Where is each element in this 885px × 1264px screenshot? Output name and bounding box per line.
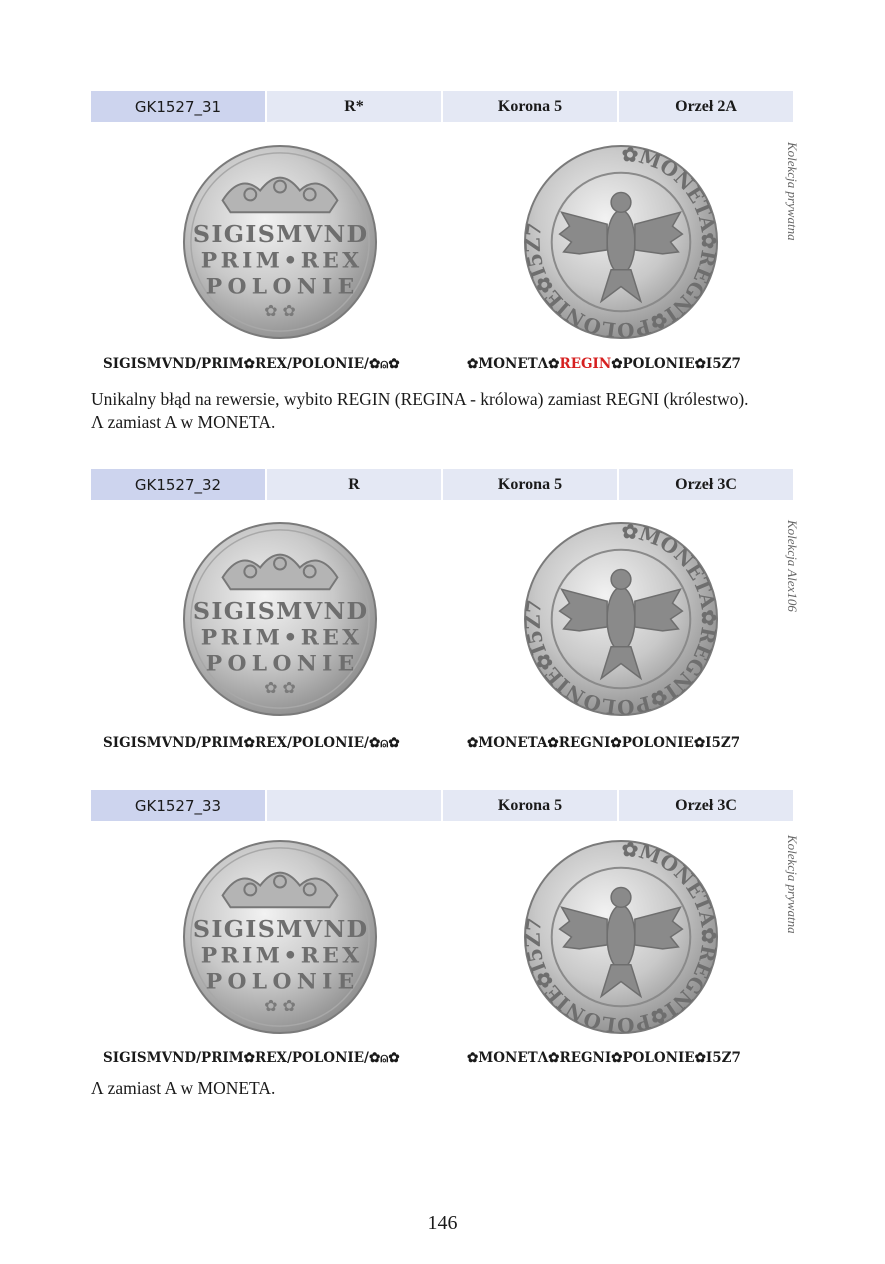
reverse-legend-part: ✿POLONIE✿I5Z7 [611,356,741,372]
crown-type: Korona 5 [443,469,617,500]
entry-header-row [91,91,795,122]
reverse-legend: ✿MONETA✿REGNI✿POLONIE✿I5Z7 [467,735,741,751]
rarity: R [267,469,441,500]
entry-header-row [91,790,795,821]
collection-credit: Kolekcja Alex106 [785,520,800,612]
coin-reverse-image [522,838,720,1036]
collection-credit: Kolekcja prywatna [785,142,800,241]
coin-entry [91,790,795,821]
note-line: Λ zamiast A w MONETA. [91,1078,276,1098]
reverse-legend-part: ✿MONETΛ✿ [467,356,560,372]
eagle-type: Orzeł 3C [619,469,793,500]
crown-type: Korona 5 [443,790,617,821]
coin-obverse-image [181,838,379,1036]
collection-credit: Kolekcja prywatna [785,835,800,934]
coin-obverse-image [181,520,379,718]
obverse-legend: SIGISMVND/PRIM✿REX/POLONIE/✿⍝✿ [103,1050,400,1066]
reverse-legend: ✿MONETΛ✿REGNI✿POLONIE✿I5Z7 [467,1050,741,1066]
obverse-legend: SIGISMVND/PRIM✿REX/POLONIE/✿⍝✿ [103,356,400,372]
reverse-legend-error: REGIN [559,356,612,372]
coin-obverse-image [181,143,379,341]
rarity [267,790,441,821]
page-number: 146 [427,1212,458,1234]
reverse-legend [467,356,741,372]
entry-header-row [91,469,795,500]
crown-type: Korona 5 [443,91,617,122]
coin-entry [91,91,795,122]
entry-note [91,1077,811,1100]
catalog-id: GK1527_32 [91,469,265,500]
coin-reverse-image [522,520,720,718]
obverse-legend: SIGISMVND/PRIM✿REX/POLONIE/✿⍝✿ [103,735,400,751]
coin-entry [91,469,795,500]
catalog-id: GK1527_31 [91,91,265,122]
note-line: Unikalny błąd na rewersie, wybito REGIN (REGINA - królowa) zamiast REGNI (królestwo). [91,389,749,409]
eagle-type: Orzeł 2A [619,91,793,122]
coin-reverse-image [522,143,720,341]
rarity: R* [267,91,441,122]
entry-note [91,388,811,434]
eagle-type: Orzeł 3C [619,790,793,821]
note-line: Λ zamiast A w MONETA. [91,412,276,432]
catalog-id: GK1527_33 [91,790,265,821]
